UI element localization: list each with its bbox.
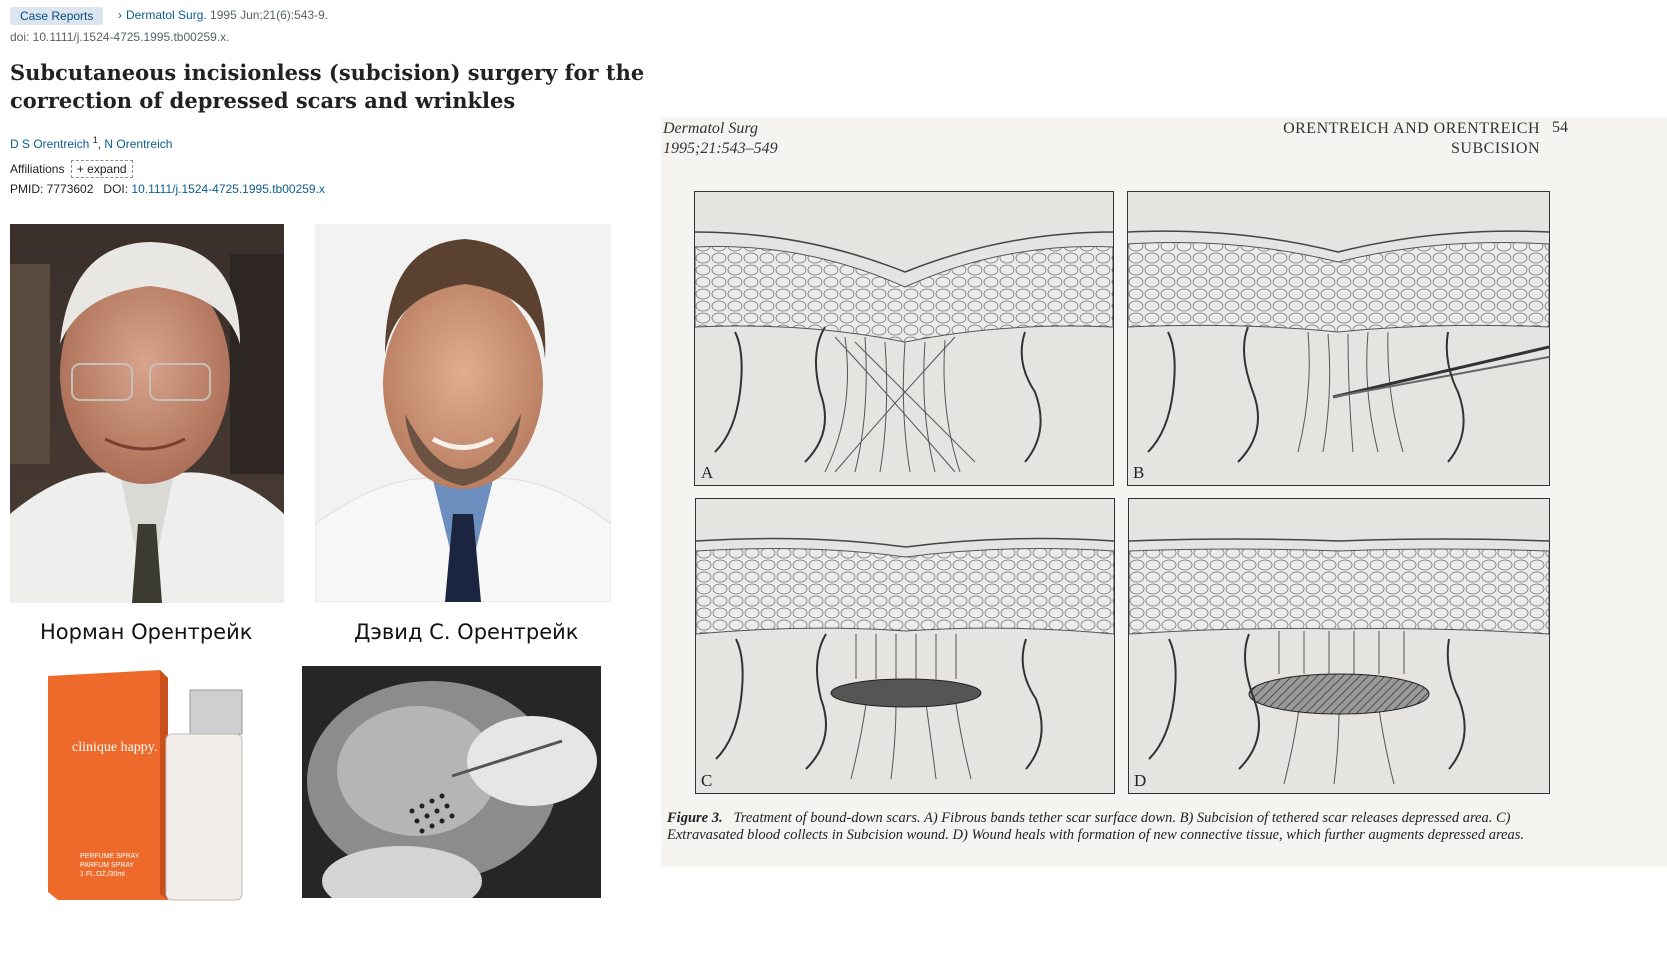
affiliation-marker[interactable]: 1 — [92, 135, 98, 145]
panel-b-illustration — [1128, 192, 1549, 485]
journal-link[interactable]: Dermatol Surg. — [126, 8, 207, 22]
panel-c-illustration — [696, 499, 1114, 793]
identifiers-row — [10, 182, 325, 196]
citation-details: 1995 Jun;21(6):543-9. — [210, 8, 329, 22]
journal-running-header — [663, 119, 778, 159]
figure-panel-b — [1127, 191, 1550, 486]
author-link[interactable]: D S Orentreich — [10, 137, 90, 151]
perfume-illustration — [40, 668, 250, 904]
panel-label-b: B — [1133, 463, 1145, 482]
doi-line: doi: 10.1111/j.1524-4725.1995.tb00259.x. — [10, 30, 230, 44]
procedure-image — [302, 666, 601, 898]
panel-label-d: D — [1134, 771, 1147, 790]
figure-panel-a — [694, 191, 1114, 486]
panel-label-a: A — [701, 463, 714, 482]
journal-name: Dermatol Surg — [663, 120, 758, 137]
expand-affiliations-button[interactable]: + expand — [71, 160, 133, 178]
perfume-photo — [40, 668, 250, 904]
panel-label-c: C — [701, 771, 713, 790]
figure-panel-c — [695, 498, 1115, 794]
running-section: SUBCISION — [1451, 140, 1540, 157]
running-authors: ORENTREICH AND ORENTREICH — [1283, 120, 1540, 137]
figure-caption-text: Treatment of bound-down scars. A) Fibrous bands tether scar surface down. B) Subcision of tethered scar releases depressed area. C) Extravasated blood collects in Subcision wound. D) Wound heals with formation of new connective tissue, which further augments depressed areas. — [667, 810, 1525, 843]
affiliations-row — [10, 160, 133, 178]
portrait-image — [315, 224, 611, 602]
doi-label: DOI: — [103, 182, 129, 196]
author-running-header — [1270, 119, 1540, 159]
perfume-brand-label: clinique happy. — [72, 740, 158, 755]
portrait-david-orentreich — [315, 224, 611, 602]
chevron-right-icon: › — [118, 8, 122, 22]
journal-volume: 1995;21:543–549 — [663, 140, 778, 157]
author-link[interactable]: N Orentreich — [104, 137, 173, 151]
figure-caption-label: Figure 3. — [667, 810, 723, 826]
panel-d-illustration — [1129, 499, 1549, 793]
perfume-small-text-2: PARFUM SPRAY — [80, 862, 135, 869]
article-title: Subcutaneous incisionless (subcision) surgery for the correction of depressed scars and wrinkles — [10, 60, 645, 113]
journal-citation — [118, 8, 328, 22]
perfume-small-text-1: PERFUME SPRAY — [80, 853, 140, 860]
pmid: PMID: 7773602 — [10, 182, 94, 196]
panel-a-illustration — [695, 192, 1113, 485]
affiliations-label: Affiliations — [10, 162, 65, 176]
portrait-caption-right: Дэвид С. Орентрейк — [354, 620, 579, 644]
hair-transplant-photo — [302, 666, 601, 898]
portrait-norman-orentreich — [10, 224, 284, 603]
page-number: 54 — [1552, 119, 1568, 136]
author-list: D S Orentreich $^1$, N Orentreich — [10, 135, 173, 151]
portrait-caption-left: Норман Орентрейк — [40, 620, 253, 644]
portrait-image — [10, 224, 284, 603]
perfume-small-text-3: 1 FL.OZ./30ml — [80, 871, 125, 878]
doi-link[interactable]: 10.1111/j.1524-4725.1995.tb00259.x — [131, 182, 325, 196]
figure-panel-d — [1128, 498, 1550, 794]
figure-caption — [667, 810, 1557, 844]
article-type-badge[interactable]: Case Reports — [10, 7, 103, 25]
